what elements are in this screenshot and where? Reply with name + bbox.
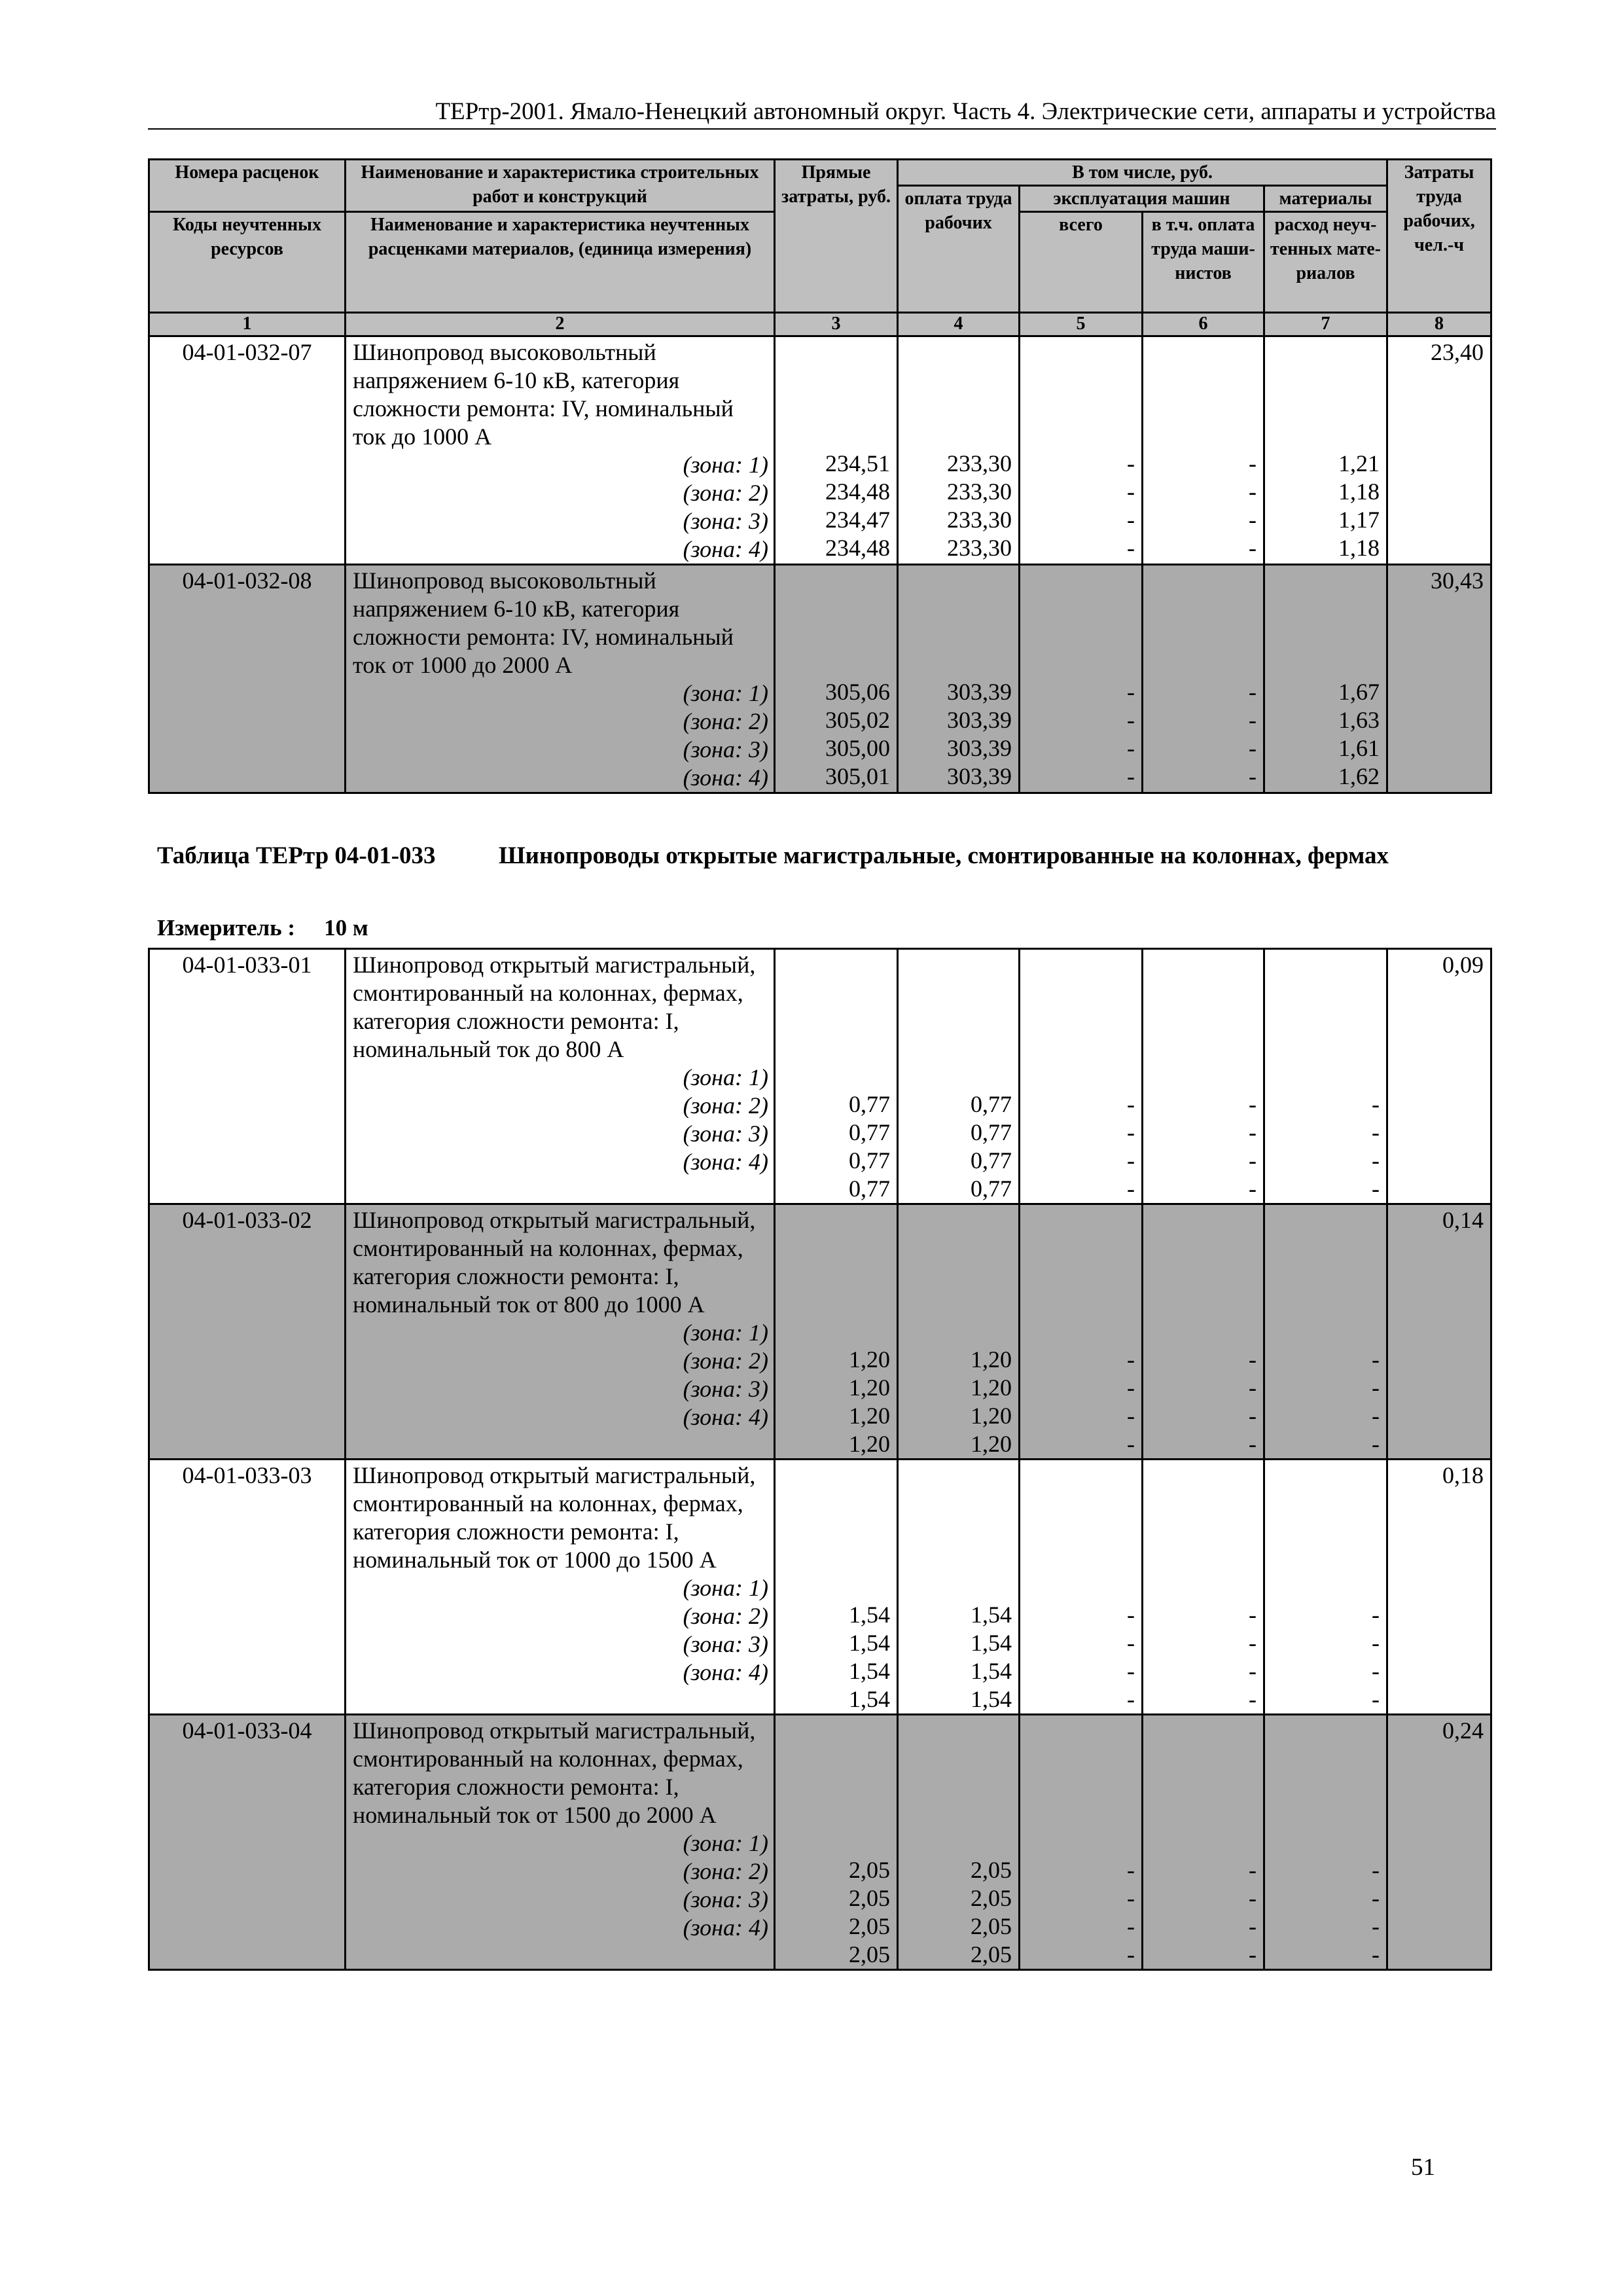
value-direct: 0,77 <box>849 1091 890 1117</box>
measure-value: 10 м <box>324 915 368 941</box>
cell-materials <box>1264 336 1387 565</box>
value-machines: - <box>1127 1686 1135 1712</box>
value-operators: - <box>1249 1686 1257 1712</box>
rate-description <box>346 1204 775 1460</box>
value-operators: - <box>1249 707 1257 733</box>
value-operators: - <box>1249 1431 1257 1457</box>
labor-cost: 23,40 <box>1387 336 1491 565</box>
rate-description <box>346 565 775 793</box>
header-direct: Прямые затраты, руб. <box>775 160 898 313</box>
cell-operators <box>1143 565 1264 793</box>
header-incl: В том числе, руб. <box>898 160 1387 186</box>
table-caption-label: Таблица ТЕРтр 04-01-033 <box>157 842 436 869</box>
value-wages: 1,20 <box>971 1403 1012 1429</box>
value-wages: 1,54 <box>971 1686 1012 1712</box>
labor-cost: 0,14 <box>1387 1204 1491 1460</box>
value-machines: - <box>1127 450 1135 476</box>
rate-name: Шинопровод открытый магистральный, смонтированный на колоннах, фермах, категория сложности ремонта: I, номинальный ток до 800 А <box>353 952 756 1062</box>
value-wages: 2,05 <box>971 1913 1012 1939</box>
value-machines: - <box>1127 1658 1135 1684</box>
cell-wages <box>898 1204 1020 1460</box>
zone-label: (зона: 4) <box>683 1659 768 1685</box>
value-wages: 1,54 <box>971 1630 1012 1656</box>
cell-operators <box>1143 1460 1264 1715</box>
rates-table-bottom <box>148 948 1492 1971</box>
zone-list <box>353 1319 768 1431</box>
value-machines: - <box>1127 1913 1135 1939</box>
value-direct: 234,48 <box>825 478 890 505</box>
value-materials: - <box>1372 1374 1380 1401</box>
value-materials: 1,62 <box>1338 763 1380 789</box>
value-machines: - <box>1127 1431 1135 1457</box>
table-row <box>149 1460 1491 1715</box>
zone-label: (зона: 3) <box>683 736 768 762</box>
zone-list <box>353 451 768 564</box>
value-machines: - <box>1127 478 1135 505</box>
table-row <box>149 1204 1491 1460</box>
col-number: 8 <box>1387 313 1491 336</box>
zone-label: (зона: 2) <box>683 1348 768 1374</box>
rate-name: Шинопровод высоковольтный напряжением 6-10 кВ, категория сложности ремонта: IV, номинальный ток от 1000 до 2000 А <box>353 567 734 678</box>
header-codes: Коды неучтенных ресурсов <box>149 212 346 313</box>
value-materials: - <box>1372 1431 1380 1457</box>
value-operators: - <box>1249 1091 1257 1117</box>
cell-operators <box>1143 949 1264 1204</box>
cell-direct <box>775 1715 898 1970</box>
value-machines: - <box>1127 1147 1135 1174</box>
table-body-top <box>149 336 1491 793</box>
cell-machines <box>1020 949 1143 1204</box>
value-machines: - <box>1127 1175 1135 1202</box>
zone-list <box>353 679 768 792</box>
value-machines: - <box>1127 707 1135 733</box>
zone-list <box>353 1829 768 1942</box>
table-caption-title: Шинопроводы открытые магистральные, смонтированные на колоннах, фермах <box>499 842 1389 869</box>
value-machines: - <box>1127 1885 1135 1911</box>
rate-name: Шинопровод открытый магистральный, смонтированный на колоннах, фермах, категория сложности ремонта: I, номинальный ток от 1000 до 1500 А <box>353 1462 756 1573</box>
value-materials: - <box>1372 1630 1380 1656</box>
cell-operators <box>1143 1715 1264 1970</box>
value-wages: 2,05 <box>971 1857 1012 1883</box>
cell-machines <box>1020 565 1143 793</box>
running-header: ТЕРтр-2001. Ямало-Ненецкий автономный округ. Часть 4. Электрические сети, аппараты и устройства <box>148 97 1496 130</box>
rate-code: 04-01-033-03 <box>149 1460 346 1715</box>
value-direct: 234,47 <box>825 507 890 533</box>
value-direct: 234,48 <box>825 535 890 561</box>
rate-description <box>346 1460 775 1715</box>
value-direct: 1,20 <box>849 1431 890 1457</box>
value-materials: - <box>1372 1346 1380 1372</box>
value-wages: 233,30 <box>947 450 1012 476</box>
cell-direct <box>775 949 898 1204</box>
cell-machines <box>1020 336 1143 565</box>
value-wages: 1,20 <box>971 1431 1012 1457</box>
zone-label: (зона: 4) <box>683 536 768 562</box>
measure <box>157 914 368 942</box>
value-wages: 1,54 <box>971 1602 1012 1628</box>
zone-label: (зона: 3) <box>683 1886 768 1912</box>
value-direct: 305,00 <box>825 735 890 761</box>
cell-machines <box>1020 1204 1143 1460</box>
value-operators: - <box>1249 1147 1257 1174</box>
value-materials: 1,61 <box>1338 735 1380 761</box>
value-materials: 1,18 <box>1338 478 1380 505</box>
value-direct: 1,54 <box>849 1658 890 1684</box>
rate-code: 04-01-033-01 <box>149 949 346 1204</box>
value-direct: 2,05 <box>849 1941 890 1967</box>
value-operators: - <box>1249 507 1257 533</box>
zone-label: (зона: 1) <box>683 452 768 478</box>
labor-cost: 0,09 <box>1387 949 1491 1204</box>
value-operators: - <box>1249 1602 1257 1628</box>
value-wages: 303,39 <box>947 679 1012 705</box>
header-materials: материалы <box>1264 186 1387 212</box>
value-materials: 1,63 <box>1338 707 1380 733</box>
value-wages: 303,39 <box>947 735 1012 761</box>
value-operators: - <box>1249 1374 1257 1401</box>
value-materials: - <box>1372 1091 1380 1117</box>
zone-label: (зона: 3) <box>683 1631 768 1657</box>
measure-label: Измеритель : <box>157 915 296 941</box>
value-direct: 0,77 <box>849 1175 890 1202</box>
header-wages: оплата труда рабочих <box>898 186 1020 313</box>
value-operators: - <box>1249 1119 1257 1145</box>
cell-wages <box>898 565 1020 793</box>
header-name-title: Наименование и характеристика строительных работ и конструкций <box>346 160 775 212</box>
cell-operators <box>1143 1204 1264 1460</box>
value-machines: - <box>1127 1857 1135 1883</box>
zone-label: (зона: 1) <box>683 1830 768 1856</box>
value-direct: 1,54 <box>849 1602 890 1628</box>
col-number: 2 <box>346 313 775 336</box>
value-machines: - <box>1127 1602 1135 1628</box>
cell-materials <box>1264 565 1387 793</box>
value-materials: - <box>1372 1913 1380 1939</box>
table-row <box>149 336 1491 565</box>
rate-name: Шинопровод открытый магистральный, смонтированный на колоннах, фермах, категория сложности ремонта: I, номинальный ток от 1500 до 2000 А <box>353 1717 756 1828</box>
header-machines: эксплуатация машин <box>1020 186 1264 212</box>
table-body-bottom <box>149 949 1491 1970</box>
value-machines: - <box>1127 1119 1135 1145</box>
value-machines: - <box>1127 763 1135 789</box>
value-materials: - <box>1372 1119 1380 1145</box>
cell-direct <box>775 336 898 565</box>
value-machines: - <box>1127 1346 1135 1372</box>
value-materials: - <box>1372 1857 1380 1883</box>
zone-label: (зона: 4) <box>683 1149 768 1175</box>
value-machines: - <box>1127 1403 1135 1429</box>
value-direct: 305,01 <box>825 763 890 789</box>
value-wages: 0,77 <box>971 1119 1012 1145</box>
rate-code: 04-01-033-02 <box>149 1204 346 1460</box>
rates-table-top <box>148 158 1492 794</box>
header-operators: в т.ч. оплата труда маши-нистов <box>1143 212 1264 313</box>
cell-direct <box>775 1460 898 1715</box>
value-operators: - <box>1249 1175 1257 1202</box>
value-machines: - <box>1127 1941 1135 1967</box>
value-direct: 0,77 <box>849 1147 890 1174</box>
value-direct: 1,20 <box>849 1374 890 1401</box>
header-consumption: расход неуч-тенных мате-риалов <box>1264 212 1387 313</box>
cell-machines <box>1020 1460 1143 1715</box>
zone-label: (зона: 2) <box>683 1092 768 1119</box>
cell-machines <box>1020 1715 1143 1970</box>
zone-label: (зона: 1) <box>683 1575 768 1601</box>
rate-code: 04-01-032-07 <box>149 336 346 565</box>
zone-label: (зона: 1) <box>683 1064 768 1090</box>
value-operators: - <box>1249 450 1257 476</box>
labor-cost: 30,43 <box>1387 565 1491 793</box>
value-operators: - <box>1249 1630 1257 1656</box>
value-machines: - <box>1127 1374 1135 1401</box>
rate-code: 04-01-033-04 <box>149 1715 346 1970</box>
cell-direct <box>775 565 898 793</box>
header-unaccounted: Наименование и характеристика неучтенных расценками материалов, (единица измерения) <box>346 212 775 313</box>
cell-direct <box>775 1204 898 1460</box>
value-direct: 0,77 <box>849 1119 890 1145</box>
zone-label: (зона: 4) <box>683 1914 768 1941</box>
value-wages: 0,77 <box>971 1147 1012 1174</box>
col-number: 3 <box>775 313 898 336</box>
cell-wages <box>898 336 1020 565</box>
zone-label: (зона: 2) <box>683 708 768 734</box>
value-materials: 1,21 <box>1338 450 1380 476</box>
value-materials: - <box>1372 1175 1380 1202</box>
value-wages: 0,77 <box>971 1091 1012 1117</box>
value-materials: - <box>1372 1658 1380 1684</box>
rate-code: 04-01-032-08 <box>149 565 346 793</box>
col-number: 6 <box>1143 313 1264 336</box>
value-operators: - <box>1249 1885 1257 1911</box>
col-number: 5 <box>1020 313 1143 336</box>
value-direct: 1,54 <box>849 1686 890 1712</box>
value-operators: - <box>1249 1403 1257 1429</box>
col-number: 7 <box>1264 313 1387 336</box>
value-wages: 303,39 <box>947 707 1012 733</box>
zone-label: (зона: 1) <box>683 1319 768 1346</box>
value-materials: 1,67 <box>1338 679 1380 705</box>
value-direct: 1,54 <box>849 1630 890 1656</box>
value-machines: - <box>1127 507 1135 533</box>
value-operators: - <box>1249 735 1257 761</box>
value-materials: - <box>1372 1686 1380 1712</box>
zone-list <box>353 1574 768 1687</box>
value-direct: 1,20 <box>849 1346 890 1372</box>
value-machines: - <box>1127 1091 1135 1117</box>
value-direct: 2,05 <box>849 1913 890 1939</box>
cell-operators <box>1143 336 1264 565</box>
value-machines: - <box>1127 535 1135 561</box>
cell-wages <box>898 949 1020 1204</box>
value-operators: - <box>1249 1658 1257 1684</box>
value-wages: 2,05 <box>971 1885 1012 1911</box>
value-wages: 233,30 <box>947 535 1012 561</box>
value-operators: - <box>1249 679 1257 705</box>
value-direct: 305,06 <box>825 679 890 705</box>
value-operators: - <box>1249 1346 1257 1372</box>
value-operators: - <box>1249 763 1257 789</box>
value-operators: - <box>1249 1913 1257 1939</box>
value-materials: - <box>1372 1147 1380 1174</box>
value-wages: 233,30 <box>947 478 1012 505</box>
value-materials: 1,18 <box>1338 535 1380 561</box>
zone-label: (зона: 1) <box>683 680 768 706</box>
zone-label: (зона: 2) <box>683 1858 768 1884</box>
cell-materials <box>1264 1460 1387 1715</box>
value-operators: - <box>1249 535 1257 561</box>
cell-materials <box>1264 1204 1387 1460</box>
zone-label: (зона: 2) <box>683 480 768 506</box>
zone-list <box>353 1064 768 1176</box>
value-wages: 303,39 <box>947 763 1012 789</box>
zone-label: (зона: 3) <box>683 1121 768 1147</box>
header-total: всего <box>1020 212 1143 313</box>
col-number: 1 <box>149 313 346 336</box>
rate-name: Шинопровод высоковольтный напряжением 6-10 кВ, категория сложности ремонта: IV, номинальный ток до 1000 А <box>353 339 734 450</box>
value-materials: - <box>1372 1602 1380 1628</box>
rate-description <box>346 1715 775 1970</box>
zone-label: (зона: 4) <box>683 1404 768 1430</box>
cell-materials <box>1264 1715 1387 1970</box>
value-wages: 0,77 <box>971 1175 1012 1202</box>
labor-cost: 0,18 <box>1387 1460 1491 1715</box>
value-wages: 1,20 <box>971 1374 1012 1401</box>
value-direct: 234,51 <box>825 450 890 476</box>
value-operators: - <box>1249 1941 1257 1967</box>
value-operators: - <box>1249 1857 1257 1883</box>
zone-label: (зона: 3) <box>683 508 768 534</box>
value-direct: 2,05 <box>849 1885 890 1911</box>
value-materials: 1,17 <box>1338 507 1380 533</box>
table-row <box>149 1715 1491 1970</box>
page-number: 51 <box>1411 2154 1435 2181</box>
cell-wages <box>898 1715 1020 1970</box>
value-direct: 305,02 <box>825 707 890 733</box>
value-machines: - <box>1127 679 1135 705</box>
rate-description <box>346 949 775 1204</box>
zone-label: (зона: 3) <box>683 1376 768 1402</box>
rate-description <box>346 336 775 565</box>
value-materials: - <box>1372 1885 1380 1911</box>
zone-label: (зона: 2) <box>683 1603 768 1629</box>
value-wages: 1,54 <box>971 1658 1012 1684</box>
value-wages: 233,30 <box>947 507 1012 533</box>
value-materials: - <box>1372 1403 1380 1429</box>
labor-cost: 0,24 <box>1387 1715 1491 1970</box>
value-direct: 2,05 <box>849 1857 890 1883</box>
header-rates-no: Номера расценок <box>149 160 346 212</box>
header-labor: Затраты труда рабочих, чел.-ч <box>1387 160 1491 313</box>
value-machines: - <box>1127 1630 1135 1656</box>
value-wages: 1,20 <box>971 1346 1012 1372</box>
rate-name: Шинопровод открытый магистральный, смонтированный на колоннах, фермах, категория сложности ремонта: I, номинальный ток от 800 до 1000 А <box>353 1207 756 1318</box>
cell-materials <box>1264 949 1387 1204</box>
value-machines: - <box>1127 735 1135 761</box>
value-operators: - <box>1249 478 1257 505</box>
col-number: 4 <box>898 313 1020 336</box>
table-row <box>149 949 1491 1204</box>
cell-wages <box>898 1460 1020 1715</box>
table-row <box>149 565 1491 793</box>
value-wages: 2,05 <box>971 1941 1012 1967</box>
zone-label: (зона: 4) <box>683 764 768 791</box>
value-materials: - <box>1372 1941 1380 1967</box>
value-direct: 1,20 <box>849 1403 890 1429</box>
